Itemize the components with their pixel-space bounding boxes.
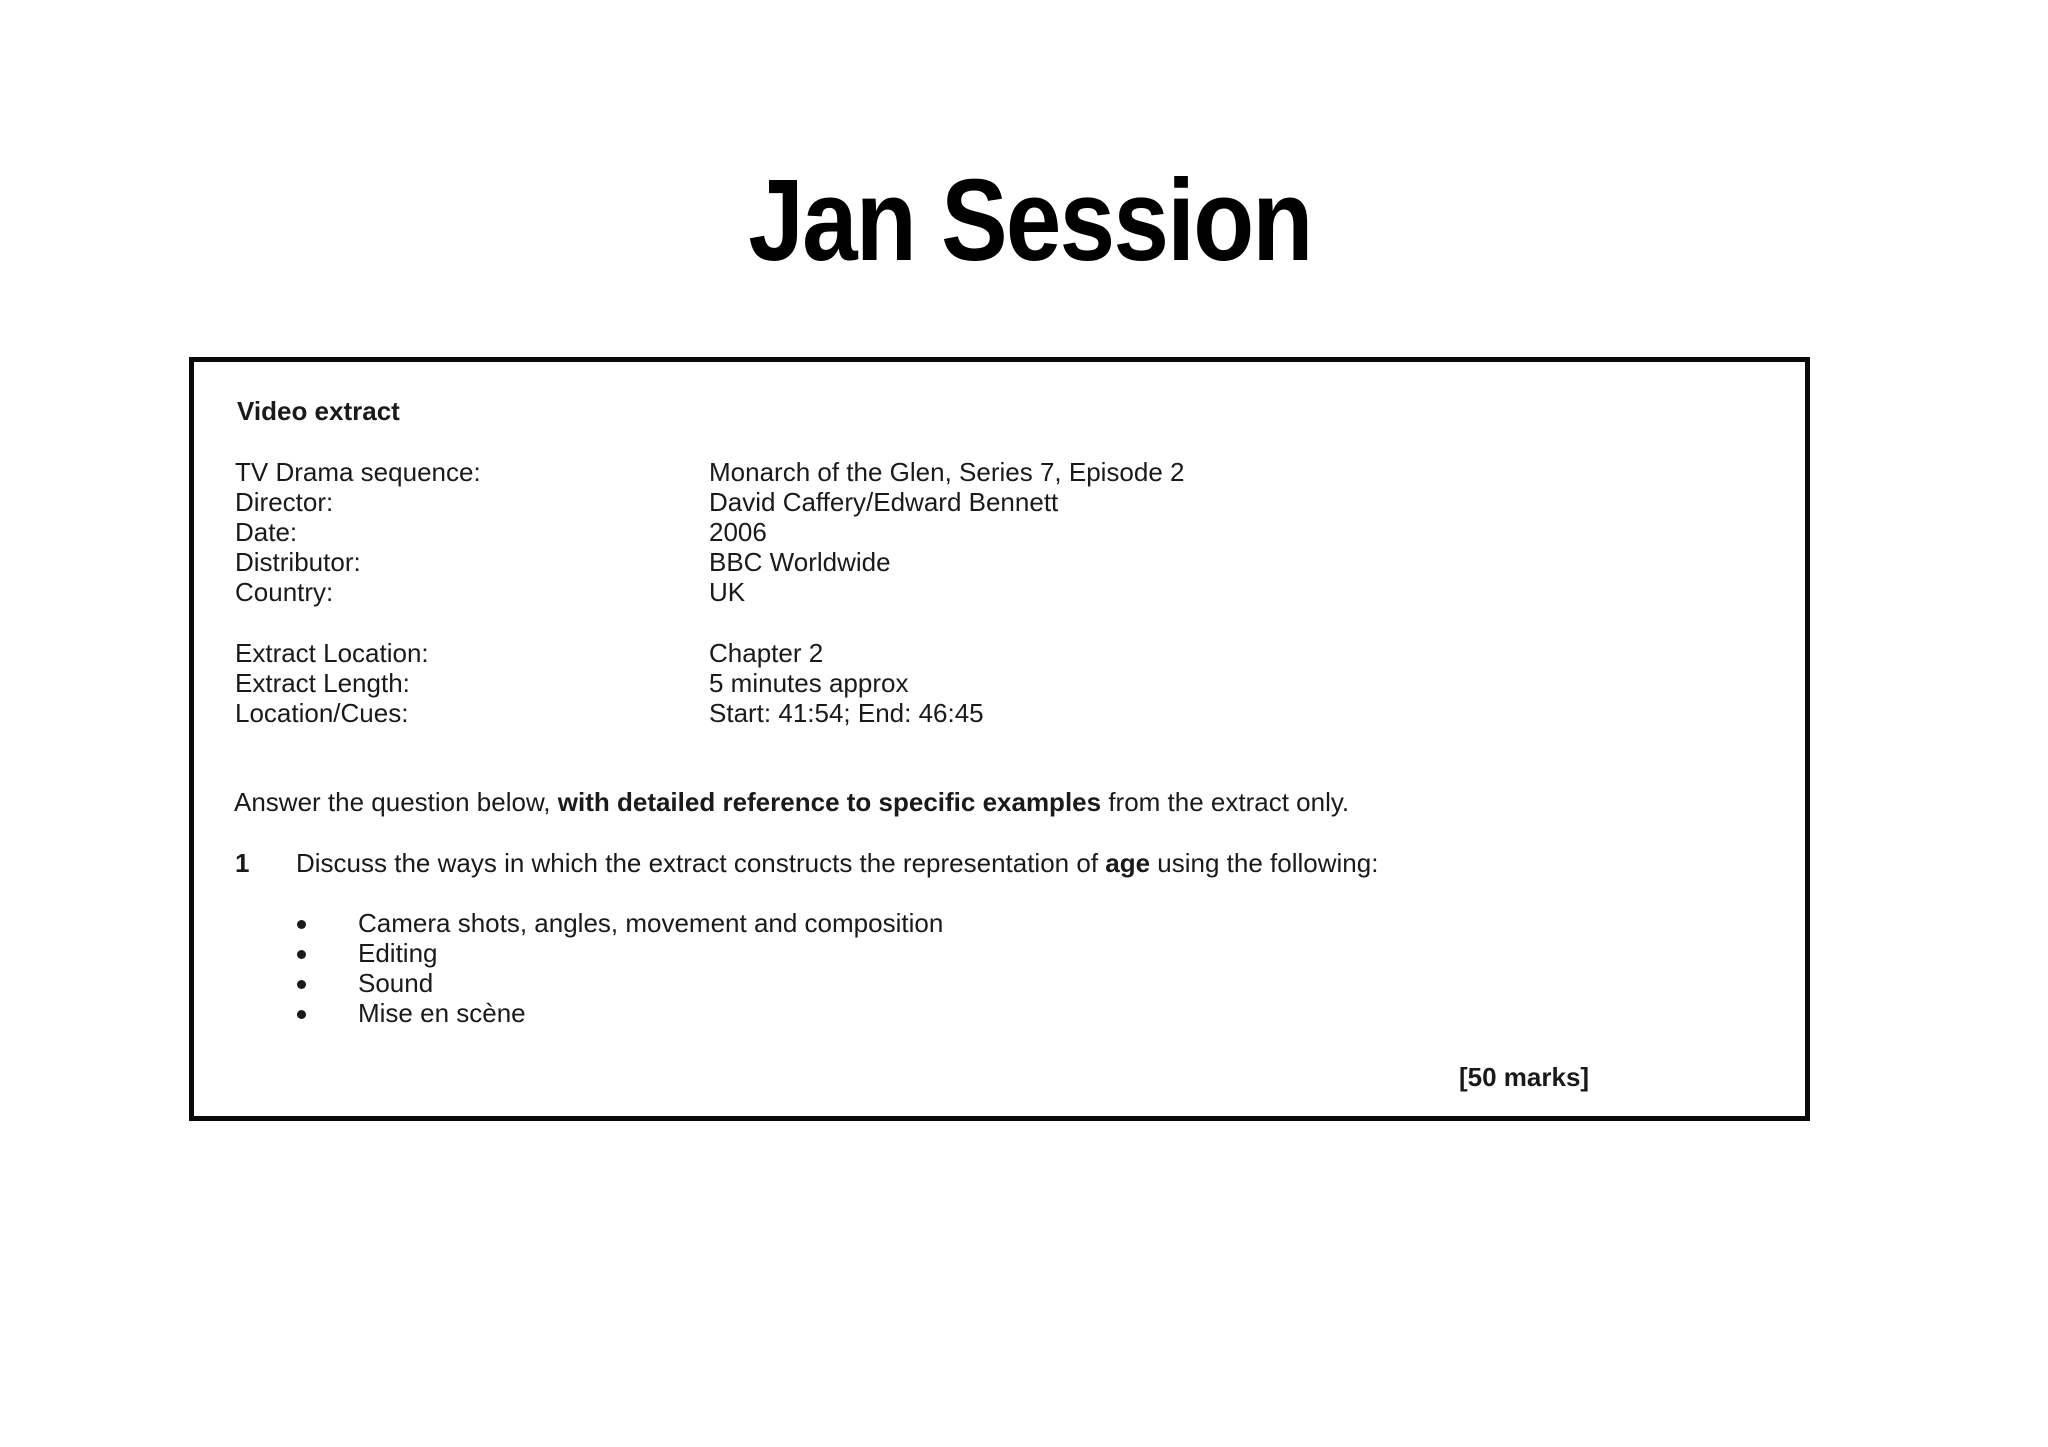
bullet-sound: Sound [358,968,434,998]
detail-label-cues: Location/Cues: [235,698,409,728]
detail-label-extract-length: Extract Length: [235,668,410,698]
detail-label-extract-location: Extract Location: [235,638,429,668]
question-number: 1 [235,848,250,878]
detail-value-drama: Monarch of the Glen, Series 7, Episode 2 [709,457,1185,487]
exam-question-box [189,357,1810,1121]
extract-heading: Video extract [237,396,400,426]
detail-value-country: UK [709,577,746,607]
detail-value-extract-location: Chapter 2 [709,638,824,668]
page-title: Jan Session [748,155,1312,285]
bullet-icon [297,1010,306,1019]
bullet-camera: Camera shots, angles, movement and composition [358,908,944,938]
detail-label-country: Country: [235,577,334,607]
detail-value-cues: Start: 41:54; End: 46:45 [709,698,984,728]
detail-label-director: Director: [235,487,334,517]
bullet-icon [297,920,306,929]
bullet-icon [297,980,306,989]
detail-label-date: Date: [235,517,298,547]
detail-label-drama: TV Drama sequence: [235,457,481,487]
bullet-mise-en-scene: Mise en scène [358,998,526,1028]
detail-value-director: David Caffery/Edward Bennett [709,487,1059,517]
bullet-icon [297,950,306,959]
detail-value-distributor: BBC Worldwide [709,547,891,577]
bullet-editing: Editing [358,938,438,968]
instruction-text: Answer the question below, with detailed reference to specific examples from the extract only. [234,787,1350,817]
marks-label: [50 marks] [1459,1062,1590,1092]
question-text: Discuss the ways in which the extract constructs the representation of age using the following: [296,848,1379,878]
detail-label-distributor: Distributor: [235,547,361,577]
detail-value-extract-length: 5 minutes approx [709,668,909,698]
detail-value-date: 2006 [709,517,767,547]
